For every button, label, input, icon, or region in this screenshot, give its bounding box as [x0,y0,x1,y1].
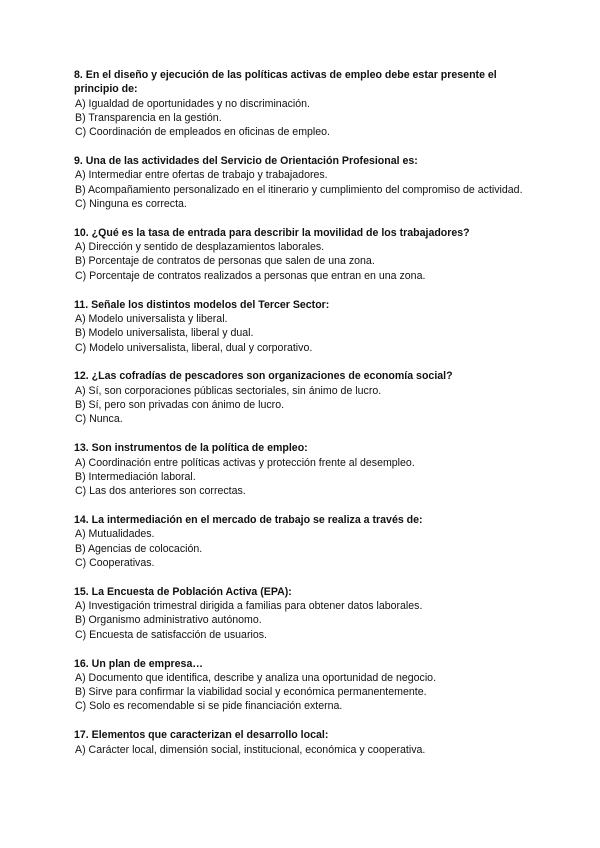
question-title: 13. Son instrumentos de la política de empleo: [74,442,308,455]
answer-option: B) Agencias de colocación. [75,542,203,555]
answer-option: C) Solo es recomendable si se pide financiación externa. [75,700,343,713]
question-block [74,154,530,211]
answer-option: A) Dirección y sentido de desplazamientos laborales. [75,241,325,254]
answer-option: B) Acompañamiento personalizado en el itinerario y cumplimiento del compromiso de actividad. [75,183,523,196]
question-block [74,226,530,283]
answer-option: A) Sí, son corporaciones públicas sectoriales, sin ánimo de lucro. [75,384,382,397]
question-block [74,369,530,426]
answer-option: A) Coordinación entre políticas activas y protección frente al desempleo. [75,456,415,469]
answer-option: C) Las dos anteriores son correctas. [75,485,246,498]
answer-option: A) Mutualidades. [75,528,155,541]
question-block [74,298,530,355]
question-list [74,68,530,757]
question-title: 15. La Encuesta de Población Activa (EPA): [74,585,292,598]
question-title: 8. En el diseño y ejecución de las políticas activas de empleo debe estar presente el principio de: [74,69,497,96]
answer-option: C) Modelo universalista, liberal, dual y corporativo. [75,341,313,354]
answer-option: B) Intermediación laboral. [75,470,196,483]
question-block [74,728,530,757]
question-block [74,68,530,139]
answer-option: C) Encuesta de satisfacción de usuarios. [75,628,267,641]
answer-option: C) Cooperativas. [75,556,155,569]
answer-option: C) Coordinación de empleados en oficinas de empleo. [75,126,330,139]
answer-option: A) Modelo universalista y liberal. [75,312,228,325]
answer-option: B) Organismo administrativo autónomo. [75,614,262,627]
answer-option: B) Modelo universalista, liberal y dual. [75,327,254,340]
question-title: 12. ¿Las cofradías de pescadores son organizaciones de economía social? [74,370,453,383]
question-title: 11. Señale los distintos modelos del Tercer Sector: [74,298,330,311]
question-title: 9. Una de las actividades del Servicio de Orientación Profesional es: [74,155,418,168]
answer-option: A) Intermediar entre ofertas de trabajo y trabajadores. [75,169,328,182]
answer-option: B) Transparencia en la gestión. [75,111,222,124]
answer-option: B) Sirve para confirmar la viabilidad social y económica permanentemente. [75,686,427,699]
question-block [74,513,530,570]
answer-option: C) Porcentaje de contratos realizados a personas que entran en una zona. [75,269,426,282]
question-block [74,441,530,498]
answer-option: A) Documento que identifica, describe y analiza una oportunidad de negocio. [75,671,437,684]
question-block [74,657,530,714]
answer-option: C) Nunca. [75,413,123,426]
answer-option: B) Sí, pero son privadas con ánimo de lucro. [75,399,285,412]
question-title: 17. Elementos que caracterizan el desarrollo local: [74,729,329,742]
answer-option: C) Ninguna es correcta. [75,197,187,210]
answer-option: A) Investigación trimestral dirigida a familias para obtener datos laborales. [75,600,423,613]
answer-option: B) Porcentaje de contratos de personas que salen de una zona. [75,255,375,268]
question-block [74,585,530,642]
answer-option: A) Igualdad de oportunidades y no discriminación. [75,97,310,110]
question-title: 16. Un plan de empresa… [74,657,203,670]
answer-option: A) Carácter local, dimensión social, institucional, económica y cooperativa. [75,743,426,756]
question-title: 14. La intermediación en el mercado de trabajo se realiza a través de: [74,513,423,526]
question-title: 10. ¿Qué es la tasa de entrada para describir la movilidad de los trabajadores? [74,226,470,239]
